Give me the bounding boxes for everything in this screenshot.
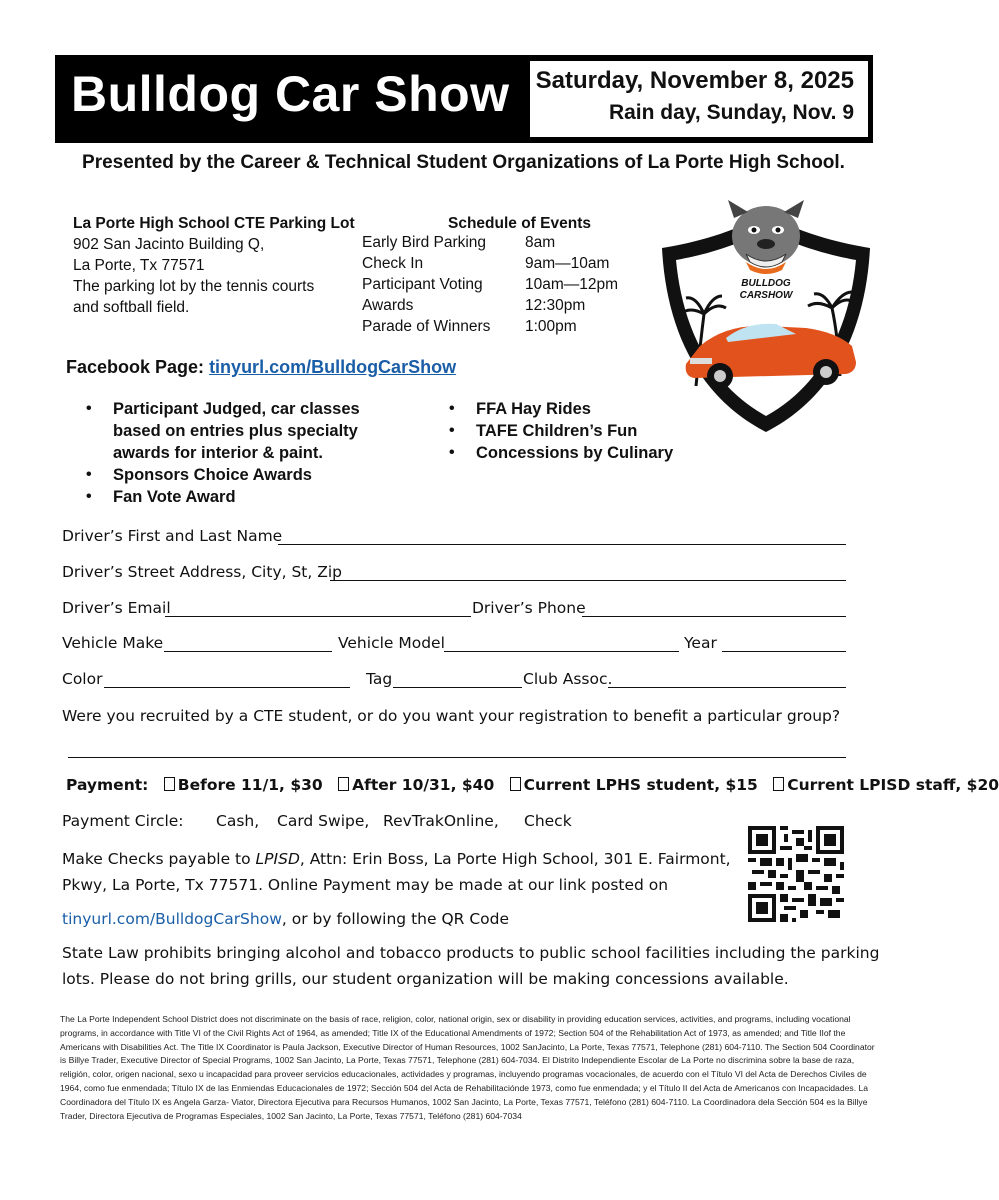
event-time: 1:00pm [525, 318, 577, 335]
schedule-block [362, 213, 622, 333]
checkbox-icon[interactable] [510, 777, 521, 791]
email-input[interactable] [165, 616, 471, 617]
features-left-list [86, 398, 386, 508]
facebook-label: Facebook Page: [66, 357, 205, 377]
facebook-line [66, 357, 456, 378]
checkbox-icon[interactable] [164, 777, 175, 791]
address-input[interactable] [330, 580, 846, 581]
color-label: Color [62, 670, 103, 688]
model-label: Vehicle Model [338, 634, 445, 652]
payment-options [66, 776, 999, 794]
list-item: • Sponsors Choice Awards [86, 464, 386, 486]
location-line: 902 San Jacinto Building Q, [73, 236, 265, 253]
payment-option-label: After 10/31, $40 [352, 776, 495, 794]
location-line: The parking lot by the tennis courts [73, 278, 315, 295]
phone-label: Driver’s Phone [472, 599, 586, 617]
logo-text-1: BULLDOG [741, 278, 791, 289]
checkbox-icon[interactable] [338, 777, 349, 791]
facebook-link[interactable]: tinyurl.com/BulldogCarShow [209, 357, 457, 377]
make-input[interactable] [164, 651, 332, 652]
event-time: 12:30pm [525, 297, 586, 314]
payment-option[interactable] [338, 776, 494, 794]
location-heading: La Porte High School CTE Parking Lot [73, 215, 355, 232]
state-law-line-1: State Law prohibits bringing alcohol and tobacco products to public school facilities including the parking [62, 944, 880, 962]
club-input[interactable] [608, 687, 846, 688]
logo-text-2: CARSHOW [739, 290, 793, 301]
registration-link[interactable]: tinyurl.com/BulldogCarShow [62, 910, 282, 928]
tag-input[interactable] [393, 687, 522, 688]
schedule-heading: Schedule of Events [448, 215, 591, 232]
event-name: Parade of Winners [362, 318, 491, 335]
header-banner [55, 55, 873, 143]
year-label: Year [684, 634, 717, 652]
name-input[interactable] [278, 544, 846, 545]
qr-hint: , or by following the QR Code [281, 910, 510, 928]
list-item: • Concessions by Culinary [449, 442, 709, 464]
checkbox-icon[interactable] [773, 777, 784, 791]
features-right-list [449, 398, 709, 464]
list-item: • Fan Vote Award [86, 486, 386, 508]
event-date: Saturday, November 8, 2025 [535, 67, 854, 94]
checks-line-3 [62, 910, 509, 928]
payment-option-label: Current LPHS student, $15 [523, 776, 758, 794]
event-time: 8am [525, 234, 556, 251]
disclaimer-text: The La Porte Independent School District does not discriminate on the basis of race, religion, color, national origin, sex or disability in providing education services, activities, and programs, including vocational programs, in accordance with Title VI of the Civil Rights Act of 1964, as amended; Title IX of the Educational Amendments of 1972; Section 504 of the Rehabilitation Act of 1973, as amended; and Title IIof the Americans with Disabilities Act. The Title IX Coordinator is Paula Jackson, Executive Director of Human Resources, 1002 SanJacinto, La Porte, Texas 77571, Telephone (281) 604-7110. The Section 504 Coordinator is Billye Trader, Executive Director of Special Programs, 1002 San Jacinto, La Porte, Texas 77571, Telephone (281) 604-7034. El Distrito Independiente Escolar de La Porte no discrimina sobre la base de raza, religión, color, origen nacional, sexo u incapacidad para proveer servicios educacionales, actividades y programas, incluyendo programas vocacionales, de acuerdo con el Título VI del Acta de Derechos Civiles de 1964, como fue enmendada; Título IX de las Enmiendas Educacionales de 1972; Sección 504 del Acta de Rehabilitaciónde 1973, como fue enmendada; y el Título II del Acta de Americanos con Incapacidades. La Coordinadora del Título IX es Angela Garza- Viator, Directora Ejecutiva para Recursos Humanos, 1002 San Jacinto, La Porte, Texas 77571, Teléfono (281) 604-7110. La Coordinadora dela Sección 504 es la Billye Trader, Directora Ejecutiva de Programas Especiales, 1002 San Jacinto, La Porte, Texas 77571, Teléfono (281) 604-7034 [60, 1014, 875, 1121]
payment-option-label: Before 11/1, $30 [177, 776, 323, 794]
payment-option[interactable] [773, 776, 999, 794]
event-time: 10am—12pm [525, 276, 619, 293]
address-label: Driver’s Street Address, City, St, Zip [62, 563, 342, 581]
tag-label: Tag [366, 670, 393, 688]
year-input[interactable] [722, 651, 846, 652]
checks-prefix: Make Checks payable to [62, 850, 256, 868]
location-line: La Porte, Tx 77571 [73, 257, 205, 274]
recruited-input[interactable] [68, 757, 846, 758]
payment-option[interactable] [164, 776, 323, 794]
club-label: Club Assoc. [523, 670, 613, 688]
qr-code[interactable] [748, 826, 844, 922]
payment-circle-label: Payment Circle: [62, 812, 184, 830]
page-title: Bulldog Car Show [71, 66, 510, 122]
event-name: Participant Voting [362, 276, 483, 293]
make-label: Vehicle Make [62, 634, 164, 652]
checks-line-2: Pkwy, La Porte, Tx 77571. Online Payment may be made at our link posted on [62, 876, 669, 894]
recruited-question: Were you recruited by a CTE student, or do you want your registration to benefit a particular group? [62, 707, 841, 725]
location-block [73, 213, 355, 318]
email-label: Driver’s Email [62, 599, 171, 617]
name-label: Driver’s First and Last Name [62, 527, 283, 545]
payment-method[interactable]: RevTrakOnline, [383, 812, 499, 830]
payment-label: Payment: [66, 776, 149, 794]
list-item: • Participant Judged, car classes based on entries plus specialty awards for interior & paint. [86, 398, 386, 464]
event-name: Awards [362, 297, 414, 314]
list-item: • FFA Hay Rides [449, 398, 709, 420]
event-time: 9am—10am [525, 255, 610, 272]
location-line: and softball field. [73, 299, 190, 316]
nondiscrimination-disclaimer [60, 1013, 880, 1123]
date-box [530, 61, 868, 137]
payment-option[interactable] [510, 776, 758, 794]
phone-input[interactable] [582, 616, 846, 617]
event-name: Check In [362, 255, 424, 272]
payment-method[interactable]: Cash, [216, 812, 260, 830]
model-input[interactable] [444, 651, 679, 652]
presented-by: Presented by the Career & Technical Student Organizations of La Porte High School. [82, 152, 845, 173]
payment-method[interactable]: Card Swipe, [277, 812, 370, 830]
event-name: Early Bird Parking [362, 234, 487, 251]
rain-date: Rain day, Sunday, Nov. 9 [608, 101, 854, 124]
checks-payee: LPISD [255, 850, 300, 868]
state-law-line-2: lots. Please do not bring grills, our student organization will be making concessions available. [62, 970, 789, 988]
checks-suffix: , Attn: Erin Boss, La Porte High School, 301 E. Fairmont, [299, 850, 731, 868]
payment-method[interactable]: Check [524, 812, 572, 830]
checks-line-1 [62, 850, 731, 868]
list-item: • TAFE Children’s Fun [449, 420, 709, 442]
qr-code-icon [748, 826, 844, 922]
payment-option-label: Current LPISD staff, $20 [787, 776, 999, 794]
color-input[interactable] [104, 687, 350, 688]
